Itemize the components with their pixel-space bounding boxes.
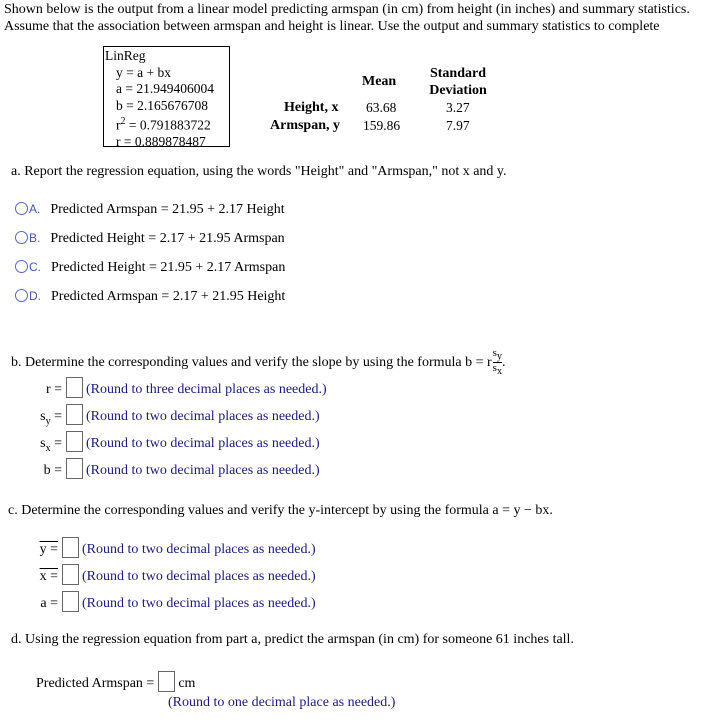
linreg-line: b = 2.165676708 [116,97,208,113]
linreg-output [103,46,230,147]
radio-button[interactable] [15,289,28,302]
option-d[interactable]: D. Predicted Armspan = 2.17 + 21.95 Height [15,289,285,305]
part-d-hint: (Round to one decimal place as needed.) [168,695,396,710]
linreg-line: a = 21.949406004 [116,81,214,96]
height-sd: 3.27 [446,100,470,115]
stats-row-armspan: Armspan, y [270,118,341,133]
radio-button[interactable] [15,231,28,244]
armspan-mean: 159.86 [363,118,401,133]
part-c-question: c. Determine the corresponding values and verify the y-intercept by using the formula a = y − bx. [8,503,553,518]
linreg-r2: $r^2 = 0.791883722$ [116,116,211,133]
linreg-line: r = 0.889878487 [116,134,206,149]
sy-input[interactable] [66,404,83,425]
b-input[interactable] [66,458,83,479]
part-d-question: d. Using the regression equation from part a, predict the armspan (in cm) for someone 61 inches tall. [11,632,574,647]
radio-button[interactable] [15,202,28,215]
sx-input[interactable] [66,431,83,452]
part-a-question: a. Report the regression equation, using the words "Height" and "Armspan," not x and y. [11,164,507,179]
predicted-armspan-input[interactable] [158,671,175,692]
r-field-row: r = (Round to three decimal places as needed.) [30,377,327,398]
intro-line-2: Assume that the association between armspan and height is linear. Use the output and summary statistics to complete [4,19,660,34]
linreg-line: y = a + bx [116,64,171,80]
armspan-field-row: Predicted Armspan = cm [36,671,195,692]
part-b-question: b. Determine the corresponding values and verify the slope by using the formula b = r $\frac{s_y}{s_x}$ . [11,347,506,378]
height-mean: 63.68 [366,100,397,115]
ybar-field-row: y = (Round to two decimal places as needed.) [30,537,316,558]
sy-field-row: $s_y$ = (Round to two decimal places as needed.) [30,404,320,427]
b-field-row: b = (Round to two decimal places as needed.) [30,458,320,479]
intro-line-1: Shown below is the output from a linear model predicting armspan (in cm) from height (in inches) and summary statistics. [4,2,690,17]
option-c[interactable]: C. Predicted Height = 21.95 + 2.17 Armspan [15,260,285,276]
xbar-field-row: x = (Round to two decimal places as needed.) [30,564,316,585]
r-input[interactable] [66,377,83,398]
stats-mean-header: Mean [362,74,397,89]
option-b[interactable]: B. Predicted Height = 2.17 + 21.95 Armspan [15,231,285,247]
linreg-title: LinReg [105,48,146,63]
a-field-row: a = (Round to two decimal places as needed.) [30,591,316,612]
ybar-input[interactable] [62,537,79,558]
stats-sd-header: Standard Deviation [429,66,487,98]
sx-field-row: $s_x$ = (Round to two decimal places as needed.) [30,431,320,454]
a-input[interactable] [62,591,79,612]
radio-button[interactable] [15,260,28,273]
xbar-input[interactable] [62,564,79,585]
option-a[interactable]: A. Predicted Armspan = 21.95 + 2.17 Height [15,202,285,218]
stats-row-height: Height, x [284,100,339,115]
armspan-sd: 7.97 [446,118,470,133]
